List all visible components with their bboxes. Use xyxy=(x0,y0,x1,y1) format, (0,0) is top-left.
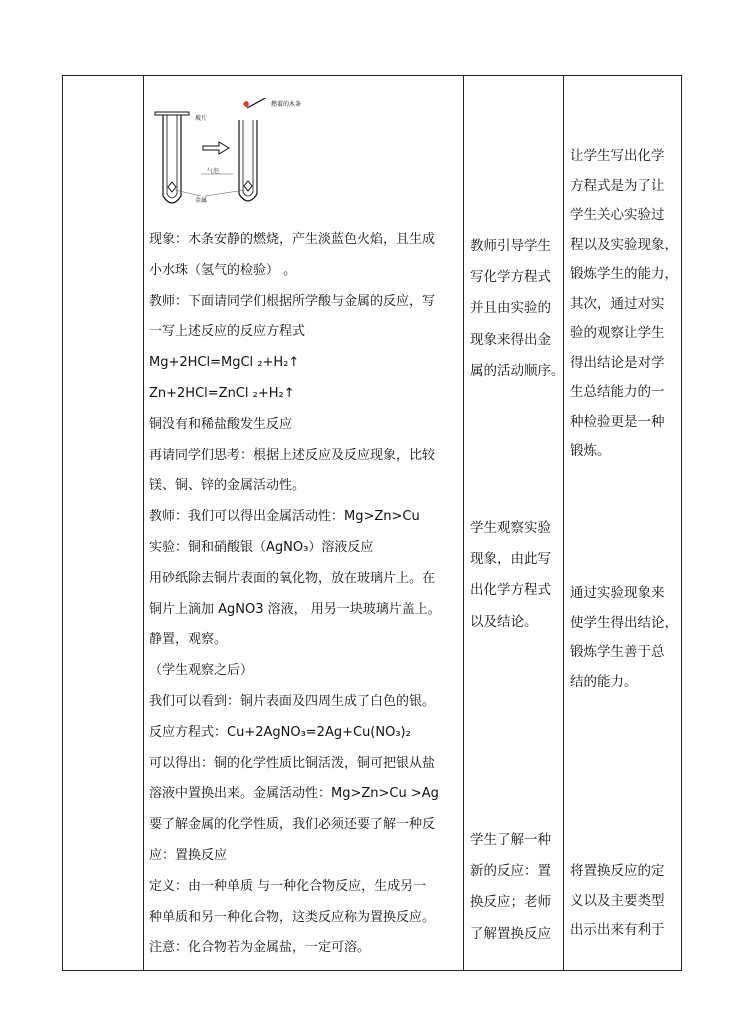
content-line: 静置，观察。 xyxy=(149,632,228,648)
content-line: 铜片上滴加 AgNO3 溶液， 用另一块玻璃片盖上。 xyxy=(149,601,441,617)
content-line: （学生观察之后） xyxy=(149,663,254,679)
purpose-line: 使学生得出结论， xyxy=(570,614,678,631)
arrow-icon xyxy=(203,142,229,154)
purpose-line: 验的观察让学生 xyxy=(570,325,665,341)
main-content xyxy=(143,225,463,964)
purpose-block-3 xyxy=(565,857,679,946)
activity-line: 并且由实验的 xyxy=(470,300,551,317)
column-divider xyxy=(563,76,564,970)
purpose-line: 义以及主要类型 xyxy=(570,892,665,909)
lesson-table xyxy=(62,75,682,971)
right-test-tube xyxy=(239,120,257,201)
content-line: 镁、铜、锌的金属活动性。 xyxy=(149,478,306,494)
content-line: 再请同学们思考：根据上述反应及反应现象，比较 xyxy=(149,447,436,463)
equation-line: 反应方程式：Cu+2AgNO₃=2Ag+Cu(NO₃)₂ xyxy=(149,724,411,740)
purpose-line: 种检验更是一种 xyxy=(570,413,665,430)
activity-line: 现象，由此写 xyxy=(470,551,551,568)
activity-block-2 xyxy=(465,513,563,638)
activity-line: 新的反应：置 xyxy=(470,863,551,880)
purpose-line: 方程式是为了让 xyxy=(570,177,665,194)
purpose-line: 将置换反应的定 xyxy=(570,863,665,879)
purpose-line: 生总结能力的一 xyxy=(570,384,665,400)
wood-splint xyxy=(247,98,269,108)
metal-piece-left xyxy=(168,182,176,192)
content-line: 教师：我们可以得出金属活动性：Mg>Zn>Cu xyxy=(149,509,420,525)
activity-line: 出化学方程式 xyxy=(470,582,551,599)
label-glass: 玻片 xyxy=(195,115,208,122)
activity-line: 现象来得出金 xyxy=(470,331,551,348)
purpose-line: 其次，通过对实 xyxy=(570,295,665,312)
left-test-tube xyxy=(163,115,181,203)
content-line: 应：置换反应 xyxy=(149,847,228,863)
content-line: 教师：下面请同学们根据所学酸与金属的反应，写 xyxy=(149,293,436,309)
activity-line: 了解置换反应 xyxy=(470,925,551,942)
glass-plate-shape xyxy=(155,112,189,115)
content-line: 要了解金属的化学性质，我们必须还要了解一种反 xyxy=(149,817,436,833)
purpose-line: 程以及实验现象， xyxy=(570,236,678,253)
activity-line: 学生了解一种 xyxy=(470,832,551,848)
experiment-diagram xyxy=(145,98,345,226)
content-line: 种单质和另一种化合物，这类反应称为置换反应。 xyxy=(149,909,436,925)
equation-line: Zn+2HCl=ZnCl ₂+H₂↑ xyxy=(149,385,295,401)
purpose-line: 学生关心实验过 xyxy=(570,207,665,223)
content-line: 定义：由一种单质 与一种化合物反应，生成另一 xyxy=(149,878,427,894)
activity-block-3 xyxy=(465,825,563,950)
content-line: 可以得出：铜的化学性质比铜活泼，铜可把银从盐 xyxy=(149,755,436,771)
content-line: 注意：化合物若为金属盐，一定可溶。 xyxy=(149,940,371,956)
purpose-line: 得出结论是对学 xyxy=(570,354,665,371)
activity-line: 属的活动顺序。 xyxy=(470,362,565,379)
purpose-line: 通过实验现象来 xyxy=(570,585,665,601)
activity-line: 换反应；老师 xyxy=(470,894,551,911)
activity-line: 写化学方程式 xyxy=(470,269,551,286)
content-line: 铜没有和稀盐酸发生反应 xyxy=(149,416,293,432)
equation-line: Mg+2HCl=MgCl ₂+H₂↑ xyxy=(149,355,300,371)
flame-icon xyxy=(243,101,249,107)
purpose-line: 出示出来有利于 xyxy=(570,922,665,938)
metal-piece-right xyxy=(244,181,252,191)
content-line: 我们可以看到：铜片表面及四周生成了白色的银。 xyxy=(149,693,436,709)
label-bubble: 气泡 xyxy=(207,168,220,175)
activity-block-1 xyxy=(465,231,563,387)
activity-line: 学生观察实验 xyxy=(470,520,551,536)
content-line: 用砂纸除去铜片表面的氧化物，放在玻璃片上。在 xyxy=(149,570,436,586)
purpose-line: 锻炼学生善于总 xyxy=(570,644,665,660)
content-line: 实验：铜和硝酸银（AgNO₃）溶液反应 xyxy=(149,539,374,555)
purpose-line: 让学生写出化学 xyxy=(570,148,665,164)
purpose-line: 锻炼。 xyxy=(570,443,611,459)
content-line: 小水珠（氢气的检验） 。 xyxy=(149,262,297,278)
column-divider xyxy=(463,76,464,970)
purpose-block-1 xyxy=(565,142,679,467)
purpose-line: 锻炼学生的能力， xyxy=(570,266,678,282)
purpose-line: 结的能力。 xyxy=(570,673,638,690)
purpose-block-2 xyxy=(565,579,679,697)
content-line: 一写上述反应的反应方程式 xyxy=(149,324,306,340)
content-line: 现象：木条安静的燃烧，产生淡蓝色火焰，且生成 xyxy=(149,232,436,247)
content-line: 溶液中置换出来。金属活动性：Mg>Zn>Cu >Ag xyxy=(149,786,439,802)
activity-line: 以及结论。 xyxy=(470,613,538,630)
label-metal: 金属 xyxy=(195,197,208,204)
label-splint: 燃着的木条 xyxy=(271,101,302,108)
activity-line: 教师引导学生 xyxy=(470,238,551,254)
